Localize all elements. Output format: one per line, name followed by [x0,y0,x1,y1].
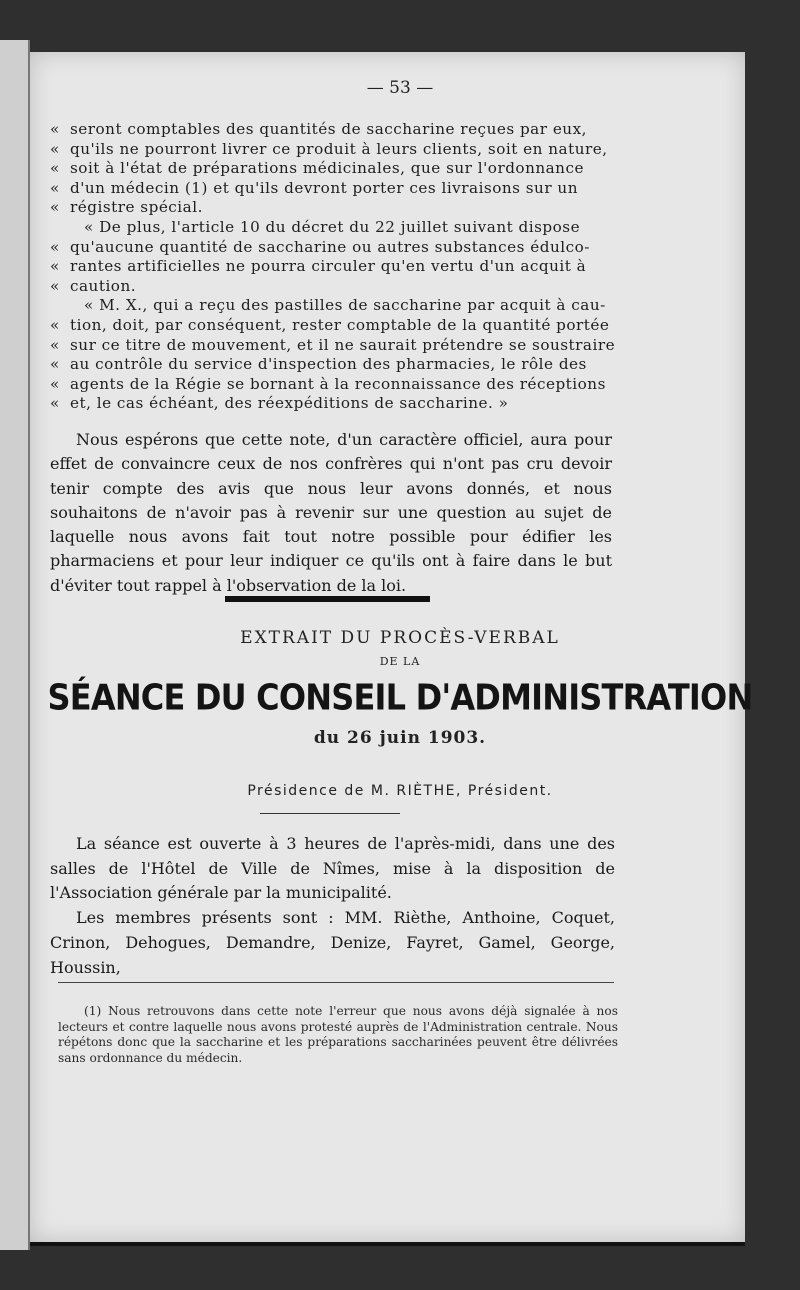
page-number: — 53 — [366,78,434,98]
paragraph: Les membres présents sont : MM. Rièthe, Anthoine, Coquet, Crinon, Dehogues, Demandre, Denize, Fayret, Gamel, George, Houssin, [50,908,615,977]
section-title: SÉANCE DU CONSEIL D'ADMINISTRATION [47,675,753,719]
page-bottom-edge [30,1242,745,1246]
session-text [50,832,615,980]
footnote [58,1004,618,1066]
section-subheading: DE LA [379,655,421,668]
quote-line: « De plus, l'article 10 du décret du 22 juillet suivant dispose [84,217,581,236]
quote-line: « caution. [50,276,137,295]
quote-line: « qu'aucune quantité de saccharine ou autres substances édulco- [50,237,590,256]
short-rule [260,813,400,814]
footnote-text: (1) Nous retrouvons dans cette note l'erreur que nous avons déjà signalée à nos lecteurs et contre laquelle nous avons protesté auprès de l'Administration centrale. Nous répétons donc que la saccharine et les préparations saccharinées peuvent être délivrées sans ordonnance du médecin. [58,1004,618,1065]
quote-line: « M. X., qui a reçu des pastilles de saccharine par acquit à cau- [84,296,606,315]
presidency-line: Présidence de M. RIÈTHE, Président. [247,783,553,799]
quote-line: « sur ce titre de mouvement, et il ne saurait prétendre se soustraire [50,335,616,354]
quote-line: « régistre spécial. [50,198,203,217]
footnote-rule [58,982,614,983]
meeting-date: du 26 juin 1903. [313,728,487,748]
section-heading: EXTRAIT DU PROCÈS-VERBAL [240,628,560,648]
paragraph: La séance est ouverte à 3 heures de l'après-midi, dans une des salles de l'Hôtel de Ville de Nîmes, mise à la disposition de l'Association générale par la municipalité. [50,834,615,903]
quote-line: « qu'ils ne pourront livrer ce produit à leurs clients, soit en nature, [50,139,608,158]
quote-line: « agents de la Régie se bornant à la reconnaissance des réceptions [50,374,606,393]
paragraph: Nous espérons que cette note, d'un caractère officiel, aura pour effet de convaincre ceux de nos confrères qui n'ont pas cru devoir tenir compte des avis que nous leur avons donnés, et nous souhaitons de n'avoir pas à revenir sur une question au sujet de laquelle nous avons fait tout notre possible pour édifier les pharmaciens et pour leur indiquer ce qu'ils ont à faire dans le but d'éviter tout rappel à l'observation de la loi. [50,430,612,595]
quoted-decree-text [50,120,670,414]
section-divider [225,596,430,602]
quote-line: « au contrôle du service d'inspection des pharmacies, le rôle des [50,355,587,374]
quote-line: « rantes artificielles ne pourra circuler qu'en vertu d'un acquit à [50,257,587,276]
quote-line: « soit à l'état de préparations médicinales, que sur l'ordonnance [50,159,584,178]
quote-line: « tion, doit, par conséquent, rester comptable de la quantité portée [50,315,610,334]
quote-line: « seront comptables des quantités de saccharine reçues par eux, [50,120,587,138]
closing-paragraph [50,428,612,598]
quote-line: « et, le cas échéant, des réexpéditions de saccharine. » [50,394,509,413]
quote-line: « d'un médecin (1) et qu'ils devront porter ces livraisons sur un [50,178,578,197]
